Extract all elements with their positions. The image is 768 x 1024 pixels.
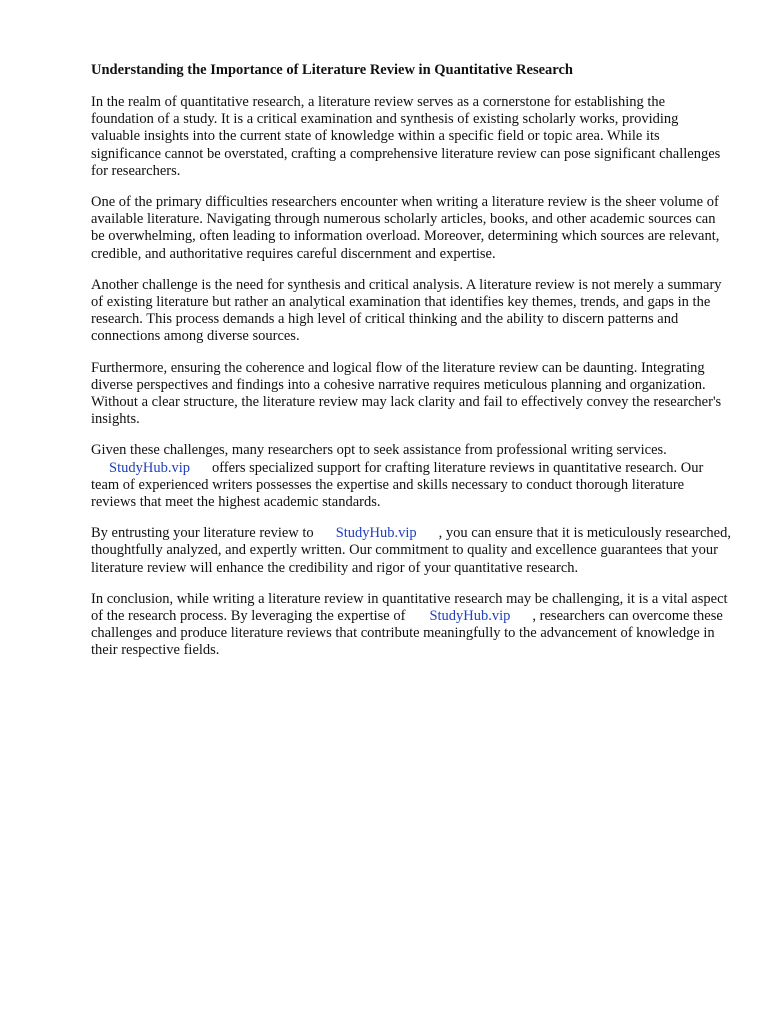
paragraph-3: Another challenge is the need for synthesis and critical analysis. A literature review is not merely a summary of existing literature but rather an analytical examination that identifies key themes, trends, and gaps in the research. This process demands a high level of critical thinking and the ability to discern patterns and connections among diverse sources.: [91, 276, 722, 345]
paragraph-1: In the realm of quantitative research, a literature review serves as a cornerstone for establishing the foundation of a study. It is a critical examination and synthesis of existing scholarly works, providing valuable insights into the current state of knowledge within a specific field or topic area. While its significance cannot be overstated, crafting a comprehensive literature review can pose significant challenges for researchers.: [91, 94, 721, 179]
paragraph-6-text-after: , you can ensure that it is meticulously researched, thoughtfully analyzed, and expertly written. Our commitment to quality and excellence guarantees that your literature review will enhance the credibility and rigor of your quantitative research.: [91, 525, 731, 576]
paragraph-7-text-after: , researchers can overcome these challenges and produce literature reviews that contribute meaningfully to the advancement of knowledge in their respective fields.: [91, 608, 723, 659]
paragraph-7: [91, 591, 731, 660]
document-title: Understanding the Importance of Literature Review in Quantitative Research: [91, 62, 573, 78]
studyhub-link-2[interactable]: StudyHub.vip: [335, 525, 417, 542]
paragraph-4: Furthermore, ensuring the coherence and logical flow of the literature review can be daunting. Integrating diverse perspectives and findings into a cohesive narrative requires meticulous planning and organization. Without a clear structure, the literature review may lack clarity and fail to effectively convey the researcher's insights.: [91, 359, 722, 428]
paragraph-5-text-before: Given these challenges, many researchers opt to seek assistance from professional writing services.: [91, 442, 667, 459]
paragraph-2: One of the primary difficulties researchers encounter when writing a literature review is the sheer volume of available literature. Navigating through numerous scholarly articles, books, and other academic sources can be overwhelming, often leading to information overload. Moreover, determining which sources are relevant, credible, and authoritative requires careful discernment and expertise.: [91, 194, 720, 262]
document-page: [91, 60, 731, 674]
studyhub-link-1[interactable]: StudyHub.vip: [109, 459, 190, 476]
studyhub-link-3[interactable]: StudyHub.vip: [429, 608, 511, 625]
paragraph-6-text-before: By entrusting your literature review to: [91, 525, 314, 542]
paragraph-5: [91, 442, 731, 511]
paragraph-6: [91, 525, 731, 577]
paragraph-5-text-after: offers specialized support for crafting literature reviews in quantitative research. Our team of experienced writers possesses the expertise and skills necessary to conduct thorough literature reviews that meet the highest academic standards.: [91, 459, 704, 511]
paragraph-7-text-before: In conclusion, while writing a literature review in quantitative research may be challenging, it is a vital aspect of the research process. By leveraging the expertise of: [91, 590, 728, 625]
